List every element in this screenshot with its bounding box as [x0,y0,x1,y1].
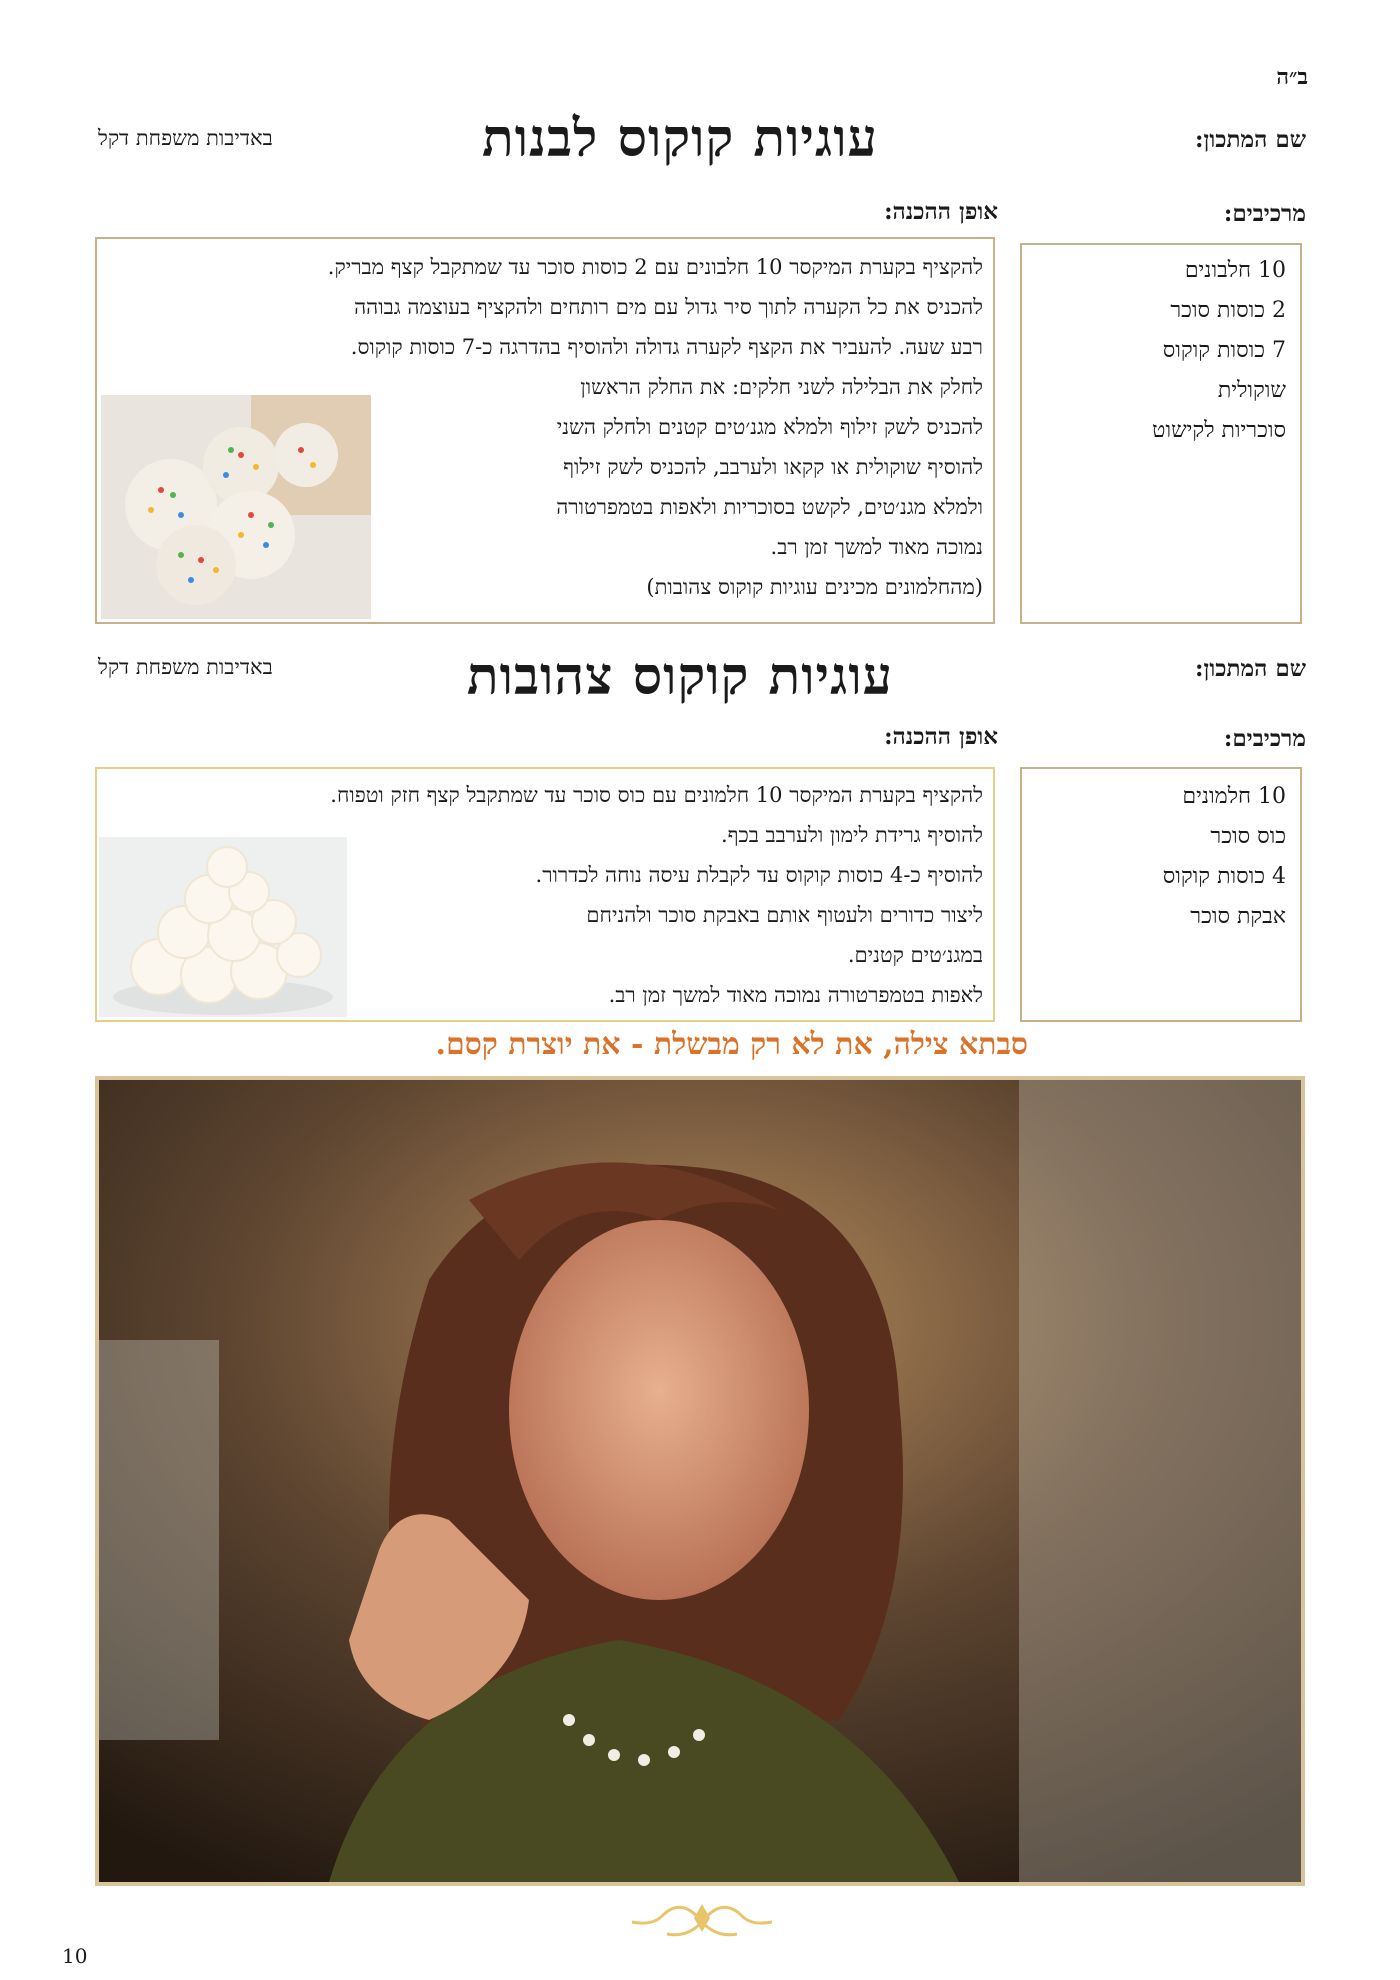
recipe2-title: עוגיות קוקוס צהובות [466,646,894,707]
recipe2-method-label: אופן ההכנה: [884,723,998,750]
recipe1-credit: באדיבות משפחת דקל [98,126,273,150]
ingredient-item: שוקולית [1217,378,1286,403]
step-line: ליצור כדורים ולעטוף אותם באבקת סוכר ולהניחם [586,903,983,927]
recipe1-method-box [95,237,995,624]
recipe1-method-label: אופן ההכנה: [884,198,998,225]
ingredient-item: 2 כוסות סוכר [1170,298,1286,323]
recipe1-ingredients-box [1020,243,1302,624]
recipe1-title: עוגיות קוקוס לבנות [482,108,878,169]
step-line: רבע שעה. להעביר את הקצף לקערה גדולה ולהוסיף בהדרגה כ-7 כוסות קוקוס. [350,335,983,359]
recipe1-ingredients-list [1022,245,1300,451]
ingredient-item: סוכריות לקישוט [1152,418,1286,443]
recipe2-method-box [95,767,995,1022]
recipe2-ingredients-box [1020,767,1302,1022]
recipe2-credit: באדיבות משפחת דקל [98,655,273,679]
page-number: 10 [62,1944,88,1968]
tagline: סבתא צילה, את לא רק מבשלת - את יוצרת קסם. [435,1027,1028,1062]
recipe2-steps [103,775,983,1015]
ornament-flourish [612,1892,792,1948]
recipe2-ingredients-label: מרכיבים: [1223,725,1306,752]
recipe1-steps [103,247,983,607]
recipe1-ingredients-label: מרכיבים: [1223,200,1306,227]
recipe2-name-label: שם המתכון: [1194,655,1306,682]
step-line: נמוכה מאוד למשך זמן רב. [770,535,983,559]
step-line: במגנ׳טים קטנים. [847,943,983,967]
step-line: להוסיף שוקולית או קקאו ולערבב, להכניס לשק זילוף [563,455,983,479]
ingredient-item: 10 חלבונים [1184,258,1286,283]
ingredient-item: 4 כוסות קוקוס [1162,864,1286,889]
step-line: לחלק את הבלילה לשני חלקים: את החלק הראשון [580,375,983,399]
step-line: להוסיף גרידת לימון ולערבב בכף. [720,823,983,847]
step-line: להכניס את כל הקערה לתוך סיר גדול עם מים רותחים ולהקציף בעוצמה גבוהה [354,295,983,319]
step-line: להקציף בקערת המיקסר 10 חלמונים עם כוס סוכר עד שמתקבל קצף חזק וטפוח. [330,783,983,807]
ingredient-item: 10 חלמונים [1182,784,1286,809]
step-line: לאפות בטמפרטורה נמוכה מאוד למשך זמן רב. [608,983,983,1007]
recipe2-ingredients-list [1022,769,1300,937]
header-bh: ב״ה [1276,64,1308,90]
step-line: להכניס לשק זילוף ולמלא מגנ׳טים קטנים ולחלק השני [556,415,983,439]
ingredient-item: 7 כוסות קוקוס [1162,338,1286,363]
step-line: להקציף בקערת המיקסר 10 חלבונים עם 2 כוסות סוכר עד שמתקבל קצף מבריק. [327,255,983,279]
step-line: להוסיף כ-4 כוסות קוקוס עד לקבלת עיסה נוחה לכדרור. [535,863,983,887]
ingredient-item: כוס סוכר [1210,824,1286,849]
ingredient-item: אבקת סוכר [1190,904,1286,929]
step-line: (מהחלמונים מכינים עוגיות קוקוס צהובות) [646,575,983,599]
portrait-photo [95,1076,1305,1886]
step-line: ולמלא מגנ׳טים, לקשט בסוכריות ולאפות בטמפרטורה [556,495,983,519]
recipe1-name-label: שם המתכון: [1194,126,1306,153]
